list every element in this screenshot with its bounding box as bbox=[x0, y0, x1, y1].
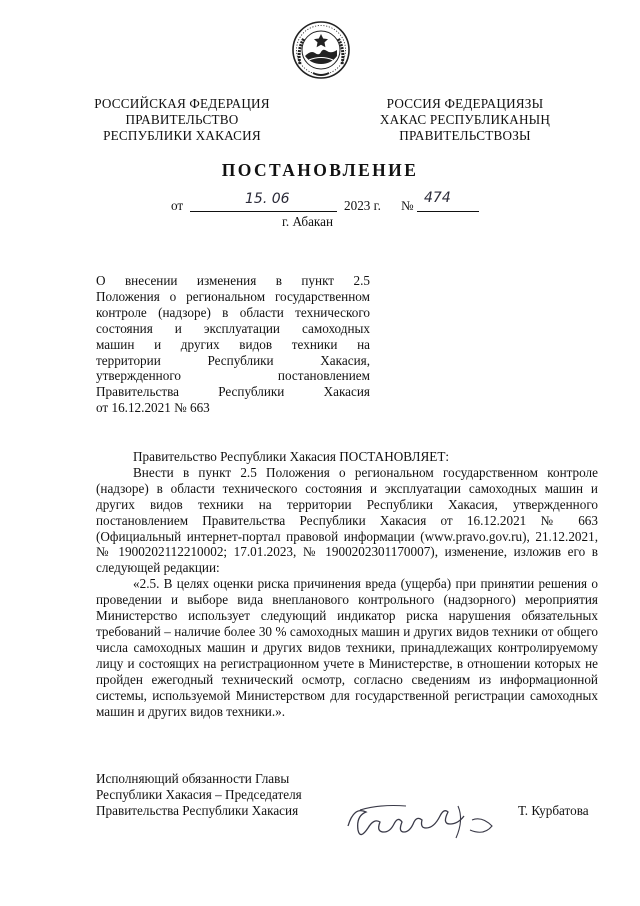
date-prefix: от bbox=[171, 198, 184, 213]
date-line bbox=[0, 190, 640, 216]
subject-line: Правительства Республики Хакасия bbox=[96, 384, 370, 400]
coat-of-arms-emblem bbox=[291, 20, 351, 80]
number-underline bbox=[417, 211, 479, 212]
subject-line: состояния и эксплуатации самоходных bbox=[96, 320, 370, 336]
subject-line: О внесении изменения в пункт 2.5 bbox=[96, 273, 370, 288]
new-text-paragraph: «2.5. В целях оценки риска причинения вреда (ущерба) при принятии решения о проведении и выборе вида внепланового контрольного (надзорного) мероприятия Министерство использует следующий индикатор риска нарушения обязательных требований – наличие более 30 % самоходных машин и других видов техники от общего числа самоходных машин и других видов техники, принадлежащих контролируемому лицу и состоящих на регистрационном учете в Министерстве, в отношении которых не пройден ежегодный технический осмотр, согласно сведениям из информационной системы, используемой Министерством для государственной регистрации самоходных машин и других видов техники.». bbox=[96, 576, 598, 719]
signer-name: Т. Курбатова bbox=[518, 803, 589, 818]
date-year: 2023 г. bbox=[344, 198, 381, 213]
document-title: ПОСТАНОВЛЕНИЕ bbox=[221, 160, 419, 180]
date-underline bbox=[190, 211, 337, 212]
position-line: Исполняющий обязанности Главы bbox=[96, 771, 290, 786]
document-subject bbox=[96, 273, 370, 416]
subject-line: Положения о региональном государственном bbox=[96, 288, 370, 304]
number-handwritten: 474 bbox=[424, 190, 451, 206]
city: г. Абакан bbox=[282, 214, 334, 229]
subject-line: территории Республики Хакасия, bbox=[96, 352, 370, 368]
signatory-position bbox=[96, 771, 302, 819]
header-left-line: ПРАВИТЕЛЬСТВО bbox=[125, 112, 239, 127]
date-handwritten: 15. 06 bbox=[245, 191, 290, 207]
decree-paragraph: Правительство Республики Хакасия ПОСТАНОВЛЯЕТ: bbox=[133, 449, 450, 464]
handwritten-signature bbox=[340, 796, 510, 848]
header-left bbox=[82, 96, 282, 144]
header-left-line: РЕСПУБЛИКИ ХАКАСИЯ bbox=[103, 128, 261, 143]
header-right-line: ХАКАС РЕСПУБЛИКАНЫҢ bbox=[379, 112, 551, 127]
header-left-line: РОССИЙСКАЯ ФЕДЕРАЦИЯ bbox=[94, 96, 270, 111]
header-right-line: ПРАВИТЕЛЬСТВОЗЫ bbox=[399, 128, 531, 143]
subject-line: машин и других видов техники на bbox=[96, 336, 370, 352]
header-right bbox=[360, 96, 570, 144]
document-body bbox=[96, 449, 598, 719]
subject-line: контроле (надзоре) в области технического bbox=[96, 304, 370, 320]
header-right-line: РОССИЯ ФЕДЕРАЦИЯЗЫ bbox=[386, 96, 544, 111]
number-label: № bbox=[401, 198, 414, 213]
position-line: Правительства Республики Хакасия bbox=[96, 803, 299, 818]
subject-line: от 16.12.2021 № 663 bbox=[96, 400, 210, 416]
position-line: Республики Хакасия – Председателя bbox=[96, 787, 302, 802]
amendment-paragraph: Внести в пункт 2.5 Положения о региональном государственном контроле (надзоре) в области технического состояния и эксплуатации самоходных машин и других видов техники на территории Республики Хакасия, утвержденного постановлением Правительства Республики Хакасия от 16.12.2021 № 663 (Официальный интернет-портал правовой информации (www.pravo.gov.ru), 21.12.2021, № 1900202112210002; 17.01.2023, № 1900202301170007), изменение, изложив его в следующей редакции: bbox=[96, 464, 598, 576]
subject-line: утвержденного постановлением bbox=[96, 368, 370, 384]
